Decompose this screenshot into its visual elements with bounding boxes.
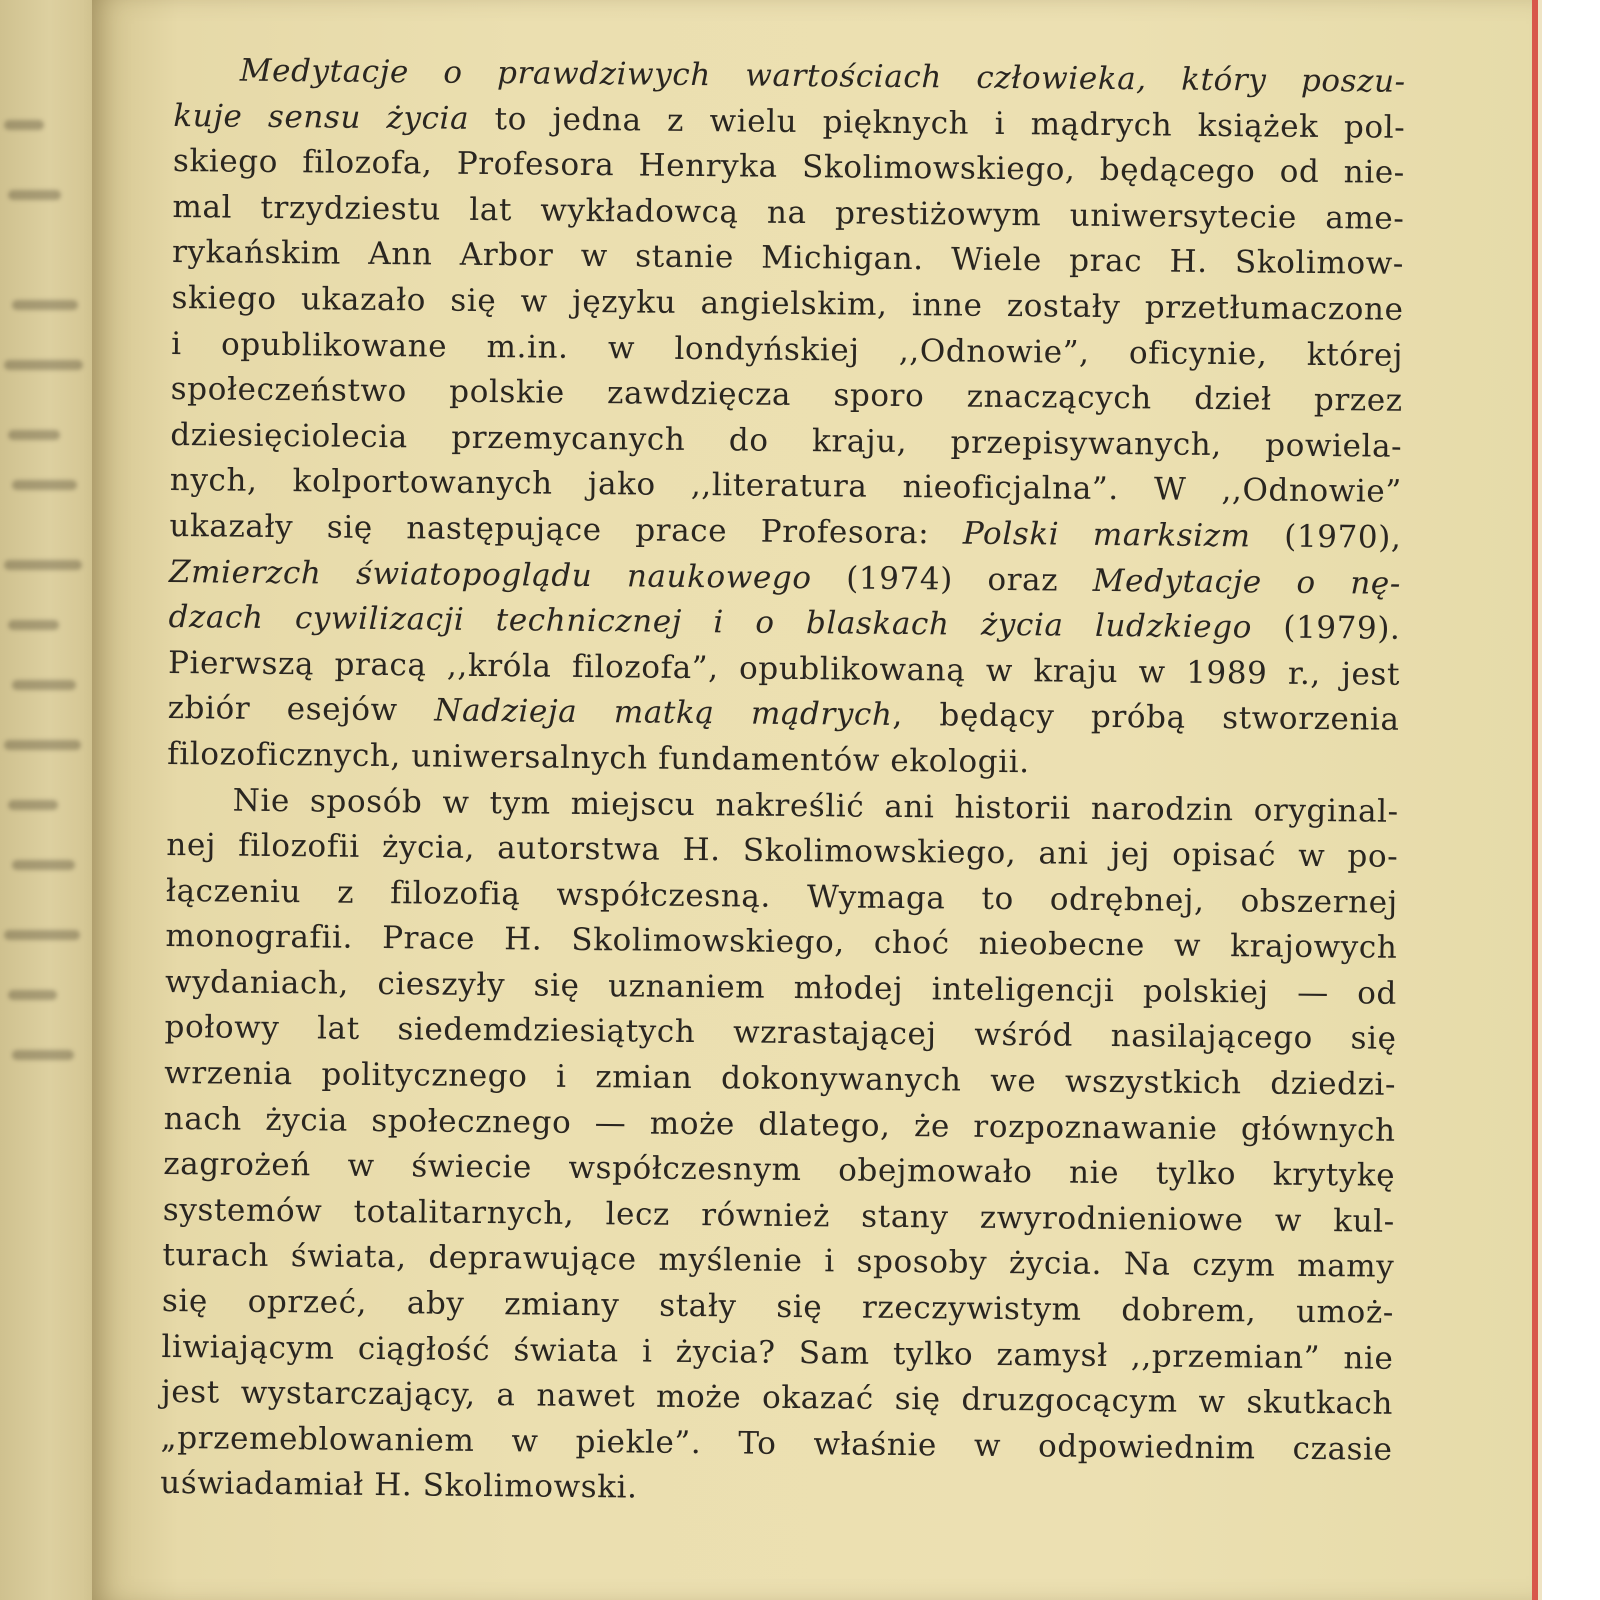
paragraph [160,777,1399,1518]
previous-page-text-blur [4,560,82,570]
text-run: (1979). [1251,609,1401,647]
text-run: skiego filozofa, Profesora Henryka Skolimowskiego, będącego od nie- [172,143,1406,192]
text-run: rykańskim Ann Arbor w stanie Michigan. Wiele prac H. Skolimow- [171,234,1405,283]
text-run: łączeniu z filozofią współczesną. Wymaga to odrębnej, obszernej [165,872,1399,921]
previous-page-text-blur [4,930,80,940]
text-run: nych, kolportowanych jako ,,literatura nieoficjalna”. W ,,Odnowie” [169,462,1402,511]
text-run: monografii. Prace H. Skolimowskiego, choć nieobecne w krajowych [165,918,1398,967]
italic-title-run: Nadzieja matką mądrych [434,692,893,734]
text-run: Nie sposób w tym miejscu nakreślić ani historii narodzin oryginal- [232,782,1399,830]
previous-page-text-blur [4,120,44,130]
text-run: społeczeństwo polskie zawdzięcza sporo znaczących dzieł przez [170,371,1403,419]
previous-page-text-blur [8,990,57,1000]
previous-page-text-blur [8,620,59,630]
previous-page-text-blur [8,190,61,200]
text-run: (1974) oraz [811,559,1093,599]
text-run: jest wystarczający, a nawet może okazać się druzgocącym w skutkach [160,1374,1394,1422]
italic-title-run: Medytacje o nę- [1092,562,1402,602]
text-run: liwiającym ciągłość świata i życia? Sam tylko zamysł ,,przemian” nie [161,1328,1394,1377]
text-run: zagrożeń w świecie współczesnym obejmowało nie tylko krytykę [163,1146,1396,1195]
previous-page-text-blur [8,430,60,440]
text-run: „przemeblowaniem w piekle”. To właśnie w odpowiednim czasie [160,1419,1393,1468]
italic-title-run: kuje sensu życia [173,97,470,137]
paragraph [167,48,1406,789]
text-run: połowy lat siedemdziesiątych wzrastającej wśród nasilającego się [164,1009,1397,1058]
italic-title-run: Medytacje o prawdziwych wartościach człowieka, który poszu- [239,52,1406,100]
previous-page-text-blur [8,800,58,810]
text-run: systemów totalitarnych, lecz również stany zwyrodnieniowe w kul- [162,1191,1395,1240]
previous-page-text-blur [12,1050,74,1060]
text-run: filozoficznych, uniwersalnych fundamentów ekologii. [167,735,1030,781]
previous-page-text-blur [4,360,83,370]
previous-page-text-blur [12,860,75,870]
previous-page-text-blur [4,740,81,750]
body-text [160,48,1406,1519]
text-run: wydaniach, cieszyły się uznaniem młodej inteligencji polskiej — od [164,963,1398,1012]
text-run: dziesięciolecia przemycanych do kraju, przepisywanych, powiela- [170,416,1403,465]
text-run: i opublikowane m.in. w londyńskiej ,,Odnowie”, oficynie, której [170,325,1404,374]
text-run: turach świata, deprawujące myślenie i sposoby życia. Na czym mamy [162,1237,1395,1286]
text-run: ukazały się następujące prace Profesora: [169,507,964,552]
text-run: wrzenia politycznego i zmian dokonywanych we wszystkich dziedzi- [163,1055,1397,1103]
text-run: (1970), [1250,518,1402,556]
previous-page-text-blur [12,480,77,490]
page-edge-highlight [1538,0,1542,1600]
previous-page-text-blur [12,300,78,310]
text-run: to jedna z wielu pięknych i mądrych książek pol- [468,100,1406,146]
text-run: zbiór esejów [167,690,435,729]
text-run: nej filozofii życia, autorstwa H. Skolimowskiego, ani jej opisać w po- [166,827,1399,875]
text-run: uświadamiał H. Skolimowski. [160,1465,638,1506]
text-run: nach życia społecznego — może dlatego, że rozpoznawanie głównych [163,1100,1396,1149]
text-run: , będący próbą stworzenia [892,697,1400,739]
text-run: skiego ukazało się w języku angielskim, inne zostały przetłumaczone [171,279,1404,328]
italic-title-run: Polski marksizm [962,515,1251,555]
italic-title-run: dzach cywilizacji technicznej i o blaskach życia ludzkiego [168,599,1253,646]
text-run: mal trzydziestu lat wykładowcą na prestiżowym uniwersytecie ame- [172,188,1405,237]
text-run: Pierwszą pracą ,,króla filozofa”, opublikowaną w kraju w 1989 r., jest [167,644,1401,693]
previous-page-text-blur [12,680,76,690]
text-run: się oprzeć, aby zmiany stały się rzeczywistym dobrem, umoż- [161,1282,1395,1331]
italic-title-run: Zmierzch światopoglądu naukowego [168,553,812,596]
